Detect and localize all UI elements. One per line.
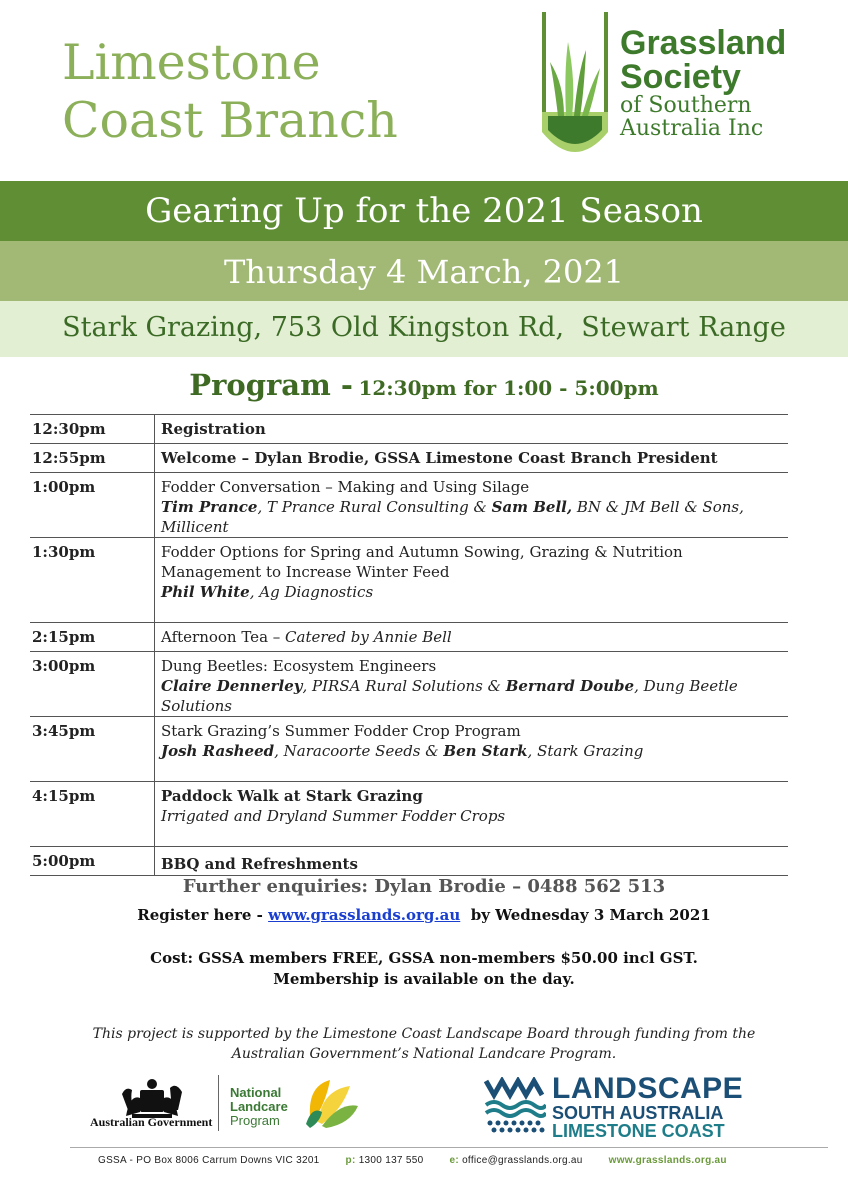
schedule-time: 1:30pm bbox=[30, 538, 155, 623]
schedule-title-italic: Catered by Annie Bell bbox=[285, 628, 452, 646]
footer-web[interactable]: www.grasslands.org.au bbox=[608, 1155, 727, 1166]
speaker-name: Tim Prance bbox=[161, 498, 258, 516]
support-statement: This project is supported by the Limestone Coast Landscape Board through funding from the Australian Government’s National Landcare Program. bbox=[92, 1026, 756, 1062]
landscape-sa-logo-text bbox=[552, 1074, 743, 1140]
footer-email-label: e: bbox=[449, 1155, 459, 1166]
register-link[interactable]: www.grasslands.org.au bbox=[268, 906, 461, 924]
nlp-line3: Program bbox=[230, 1113, 280, 1128]
footer-address: GSSA - PO Box 8006 Carrum Downs VIC 3201 bbox=[98, 1155, 320, 1166]
landscape-sa-wave-icon bbox=[484, 1077, 546, 1135]
schedule-time: 12:55pm bbox=[30, 444, 155, 473]
enquiries-text: Further enquiries: Dylan Brodie – 0488 562 513 bbox=[182, 876, 666, 897]
speaker-name: Bernard Doube bbox=[505, 677, 635, 695]
schedule-title: BBQ and Refreshments bbox=[155, 847, 789, 876]
speaker-name: Josh Rasheed bbox=[161, 742, 275, 760]
table-row bbox=[30, 652, 788, 717]
schedule-table bbox=[30, 414, 788, 876]
schedule-speakers bbox=[161, 741, 784, 761]
org-name-line4: Australia Inc bbox=[620, 116, 764, 141]
schedule-time: 12:30pm bbox=[30, 415, 155, 444]
event-date-band: Thursday 4 March, 2021 bbox=[0, 241, 848, 301]
footer-email[interactable]: office@grasslands.org.au bbox=[462, 1155, 583, 1166]
schedule-title: Fodder Options for Spring and Autumn Sowing, Grazing & Nutrition Management to Increase Winter Feed bbox=[161, 543, 683, 581]
schedule-speakers bbox=[161, 582, 784, 602]
schedule-title: Dung Beetles: Ecosystem Engineers bbox=[161, 657, 437, 675]
org-name-line1: Grassland bbox=[620, 24, 787, 62]
schedule-title: Stark Grazing’s Summer Fodder Crop Program bbox=[161, 722, 521, 740]
speaker-name: Ben Stark bbox=[443, 742, 528, 760]
table-row bbox=[30, 538, 788, 623]
schedule-speakers bbox=[161, 676, 784, 716]
landscape-line1: LANDSCAPE bbox=[552, 1072, 744, 1105]
schedule-title: Registration bbox=[155, 415, 789, 444]
table-row bbox=[30, 782, 788, 847]
table-row bbox=[30, 717, 788, 782]
speaker-affiliation: , T Prance Rural Consulting & bbox=[257, 498, 492, 516]
speaker-name: Phil White bbox=[161, 583, 250, 601]
schedule-title: Welcome – Dylan Brodie, GSSA Limestone Coast Branch President bbox=[155, 444, 789, 473]
schedule-time: 3:00pm bbox=[30, 652, 155, 717]
speaker-affiliation: , Ag Diagnostics bbox=[249, 583, 374, 601]
schedule-time: 2:15pm bbox=[30, 623, 155, 652]
gssa-logo-grass-icon bbox=[538, 12, 612, 164]
speaker-name: Claire Dennerley bbox=[161, 677, 303, 695]
schedule-title: Fodder Conversation – Making and Using Silage bbox=[161, 478, 530, 496]
schedule-desc bbox=[155, 782, 789, 847]
event-venue-band: Stark Grazing, 753 Old Kingston Rd, Stewart Range bbox=[0, 301, 848, 357]
footer-divider bbox=[70, 1147, 828, 1148]
schedule-time: 1:00pm bbox=[30, 473, 155, 538]
table-row bbox=[30, 623, 788, 652]
nlp-line2: Landcare bbox=[230, 1099, 288, 1114]
national-landcare-program-logo bbox=[230, 1086, 288, 1128]
schedule-desc bbox=[155, 473, 789, 538]
table-row bbox=[30, 444, 788, 473]
cost-line: Cost: GSSA members FREE, GSSA non-members $50.00 incl GST. bbox=[150, 949, 698, 967]
nlp-line1: National bbox=[230, 1085, 282, 1100]
landcare-leaf-icon bbox=[300, 1076, 360, 1130]
footer-phone-label: p: bbox=[345, 1155, 356, 1166]
table-row bbox=[30, 847, 788, 876]
speaker-affiliation: , Dung Beetle Solutions bbox=[161, 677, 738, 715]
membership-line: Membership is available on the day. bbox=[273, 970, 575, 988]
program-heading-label: Program - bbox=[189, 368, 353, 402]
schedule-time: 3:45pm bbox=[30, 717, 155, 782]
landscape-line3: LIMESTONE COAST bbox=[552, 1121, 725, 1141]
program-heading-times: 12:30pm for 1:00 - 5:00pm bbox=[358, 376, 659, 400]
schedule-time: 5:00pm bbox=[30, 847, 155, 876]
branch-title-line2: Coast Branch bbox=[62, 92, 398, 149]
register-prefix: Register here - bbox=[137, 906, 269, 924]
cost-info bbox=[0, 948, 848, 990]
schedule-desc bbox=[155, 717, 789, 782]
register-line bbox=[0, 906, 848, 924]
branch-title-line1: Limestone bbox=[62, 34, 321, 91]
logo-divider bbox=[218, 1075, 219, 1131]
australian-government-label: Australian Government bbox=[90, 1115, 213, 1129]
register-deadline: by Wednesday 3 March 2021 bbox=[460, 906, 711, 924]
footer-phone[interactable]: 1300 137 550 bbox=[358, 1155, 424, 1166]
table-row bbox=[30, 415, 788, 444]
event-title-band: Gearing Up for the 2021 Season bbox=[0, 181, 848, 241]
program-heading bbox=[0, 368, 848, 402]
footer bbox=[70, 1155, 828, 1166]
gssa-org-name bbox=[620, 26, 840, 140]
schedule-title: Afternoon Tea – bbox=[161, 628, 286, 646]
table-row bbox=[30, 473, 788, 538]
speaker-name: Sam Bell, bbox=[491, 498, 573, 516]
schedule-desc bbox=[155, 623, 789, 652]
schedule-title: Paddock Walk at Stark Grazing bbox=[161, 787, 423, 805]
speaker-affiliation: BN & JM Bell & Sons, Millicent bbox=[161, 498, 744, 536]
org-name-line3: of Southern bbox=[620, 93, 752, 118]
speaker-affiliation: , Stark Grazing bbox=[527, 742, 644, 760]
speaker-affiliation: , PIRSA Rural Solutions & bbox=[302, 677, 506, 695]
branch-title bbox=[62, 34, 482, 150]
landscape-line2: SOUTH AUSTRALIA bbox=[552, 1103, 724, 1123]
schedule-time: 4:15pm bbox=[30, 782, 155, 847]
org-name-line2: Society bbox=[620, 58, 741, 96]
speaker-affiliation: , Naracoorte Seeds & bbox=[274, 742, 444, 760]
schedule-desc bbox=[155, 652, 789, 717]
schedule-speakers bbox=[161, 497, 784, 537]
schedule-desc bbox=[155, 538, 789, 623]
schedule-subtitle: Irrigated and Dryland Summer Fodder Crops bbox=[161, 807, 506, 825]
